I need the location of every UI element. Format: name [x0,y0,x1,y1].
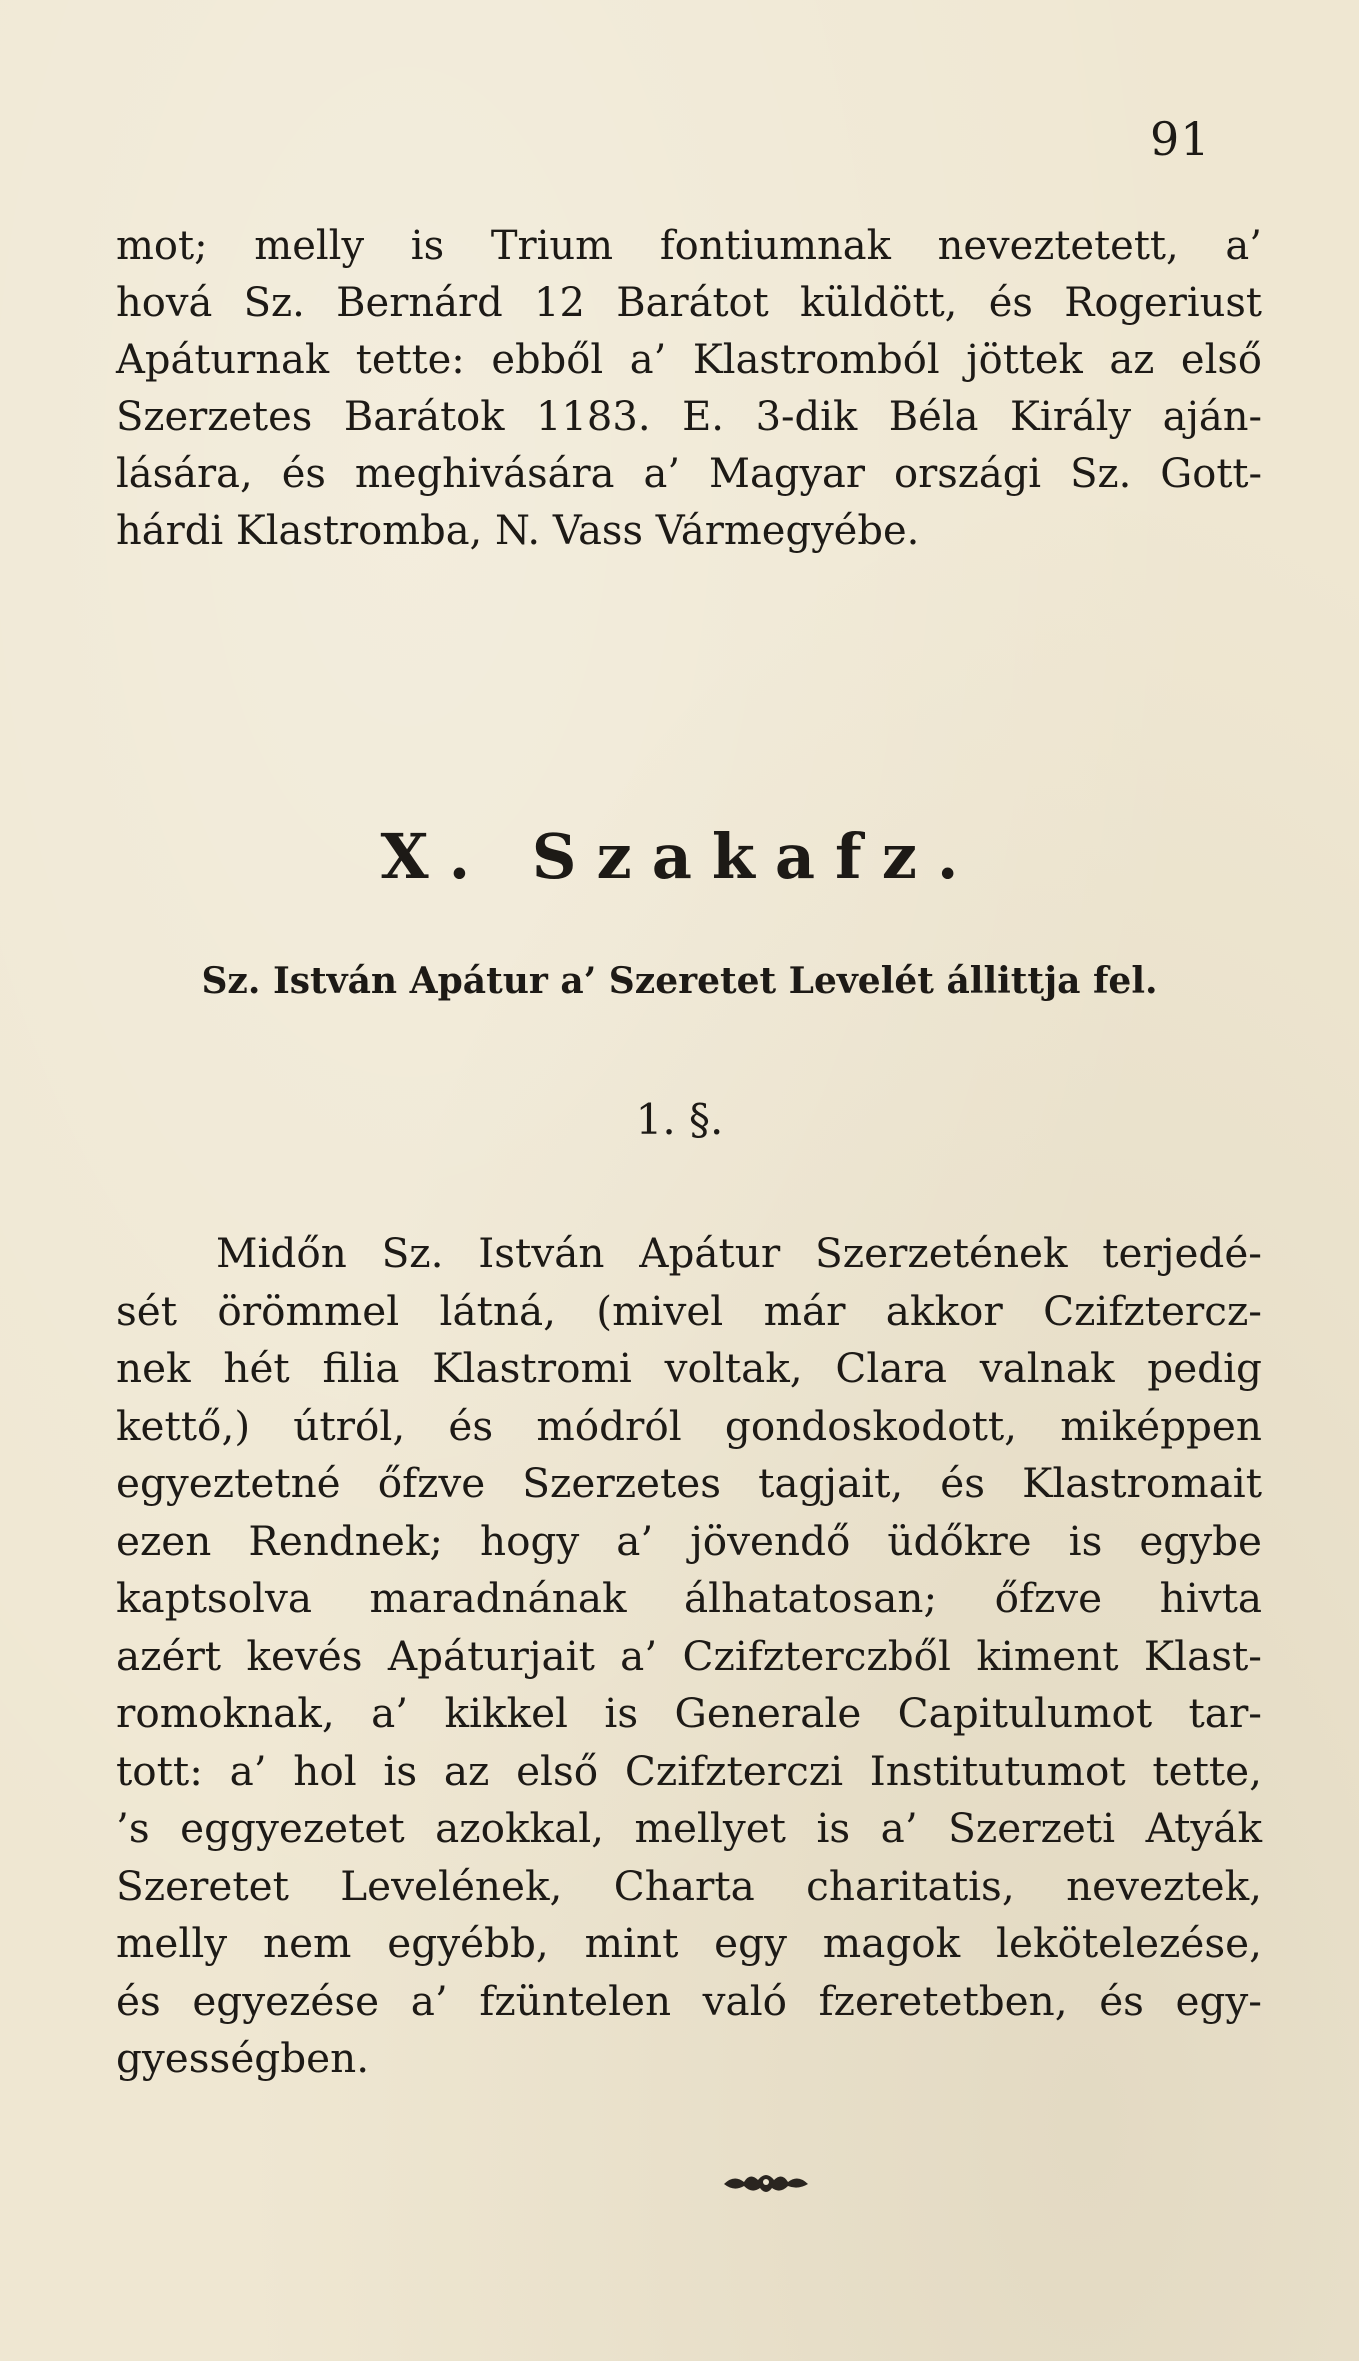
text-line: mot; melly is Trium fontiumnak neveztetett, a’ [116,223,1262,269]
text-line: Apáturnak tette: ebből a’ Klastromból jöttek az első [116,337,1262,383]
text-line: hárdi Klastromba, N. Vass Vármegyébe. [116,508,920,554]
text-line: Szerzetes Barátok 1183. E. 3-dik Béla Király aján- [116,394,1262,440]
text-line: lására, és meghivására a’ Magyar országi Sz. Gott- [116,451,1262,497]
text-line: ezen Rendnek; hogy a’ jövendő üdőkre is egybe [116,1516,1262,1565]
text-line: melly nem egyébb, mint egy magok lekötelezése, [116,1919,1262,1967]
paragraph-continued [116,218,1262,560]
text-line: Midőn Sz. István Apátur Szerzetének terjedé- [216,1229,1262,1277]
text-line: Szeretet Levelének, Charta charitatis, neveztek, [116,1861,1262,1910]
text-line: romoknak, a’ kikkel is Generale Capitulumot tar- [116,1689,1262,1737]
text-line: gyességben. [116,2034,370,2082]
page-number: 91 [1150,112,1211,166]
text-line: hová Sz. Bernárd 12 Barátot küldött, és Rogeriust [116,280,1262,326]
chapter-subtitle: Sz. István Apátur a’ Szeretet Levelét állittja fel. [201,960,1158,1002]
section-number: 1. §. [635,1095,724,1144]
text-line: tott: a’ hol is az első Czifzterczi Institutumot tette, [116,1746,1262,1795]
chapter-heading: X. Szakafz. [380,820,979,893]
text-line: nek hét filia Klastromi voltak, Clara valnak pedig [116,1344,1262,1392]
text-line: sét örömmel látná, (mivel már akkor Czifztercz- [116,1286,1262,1335]
text-line: kettő,) útról, és módról gondoskodott, miképpen [116,1401,1262,1450]
text-line: ’s eggyezetet azokkal, mellyet is a’ Szerzeti Atyák [116,1804,1262,1852]
text-line: kaptsolva maradnának álhatatosan; őfzve hivta [116,1574,1262,1622]
paragraph-section-1 [116,1225,1262,2088]
text-line: és egyezése a’ fzüntelen való fzeretetben, és egy- [116,1976,1262,2025]
text-line: azért kevés Apáturjait a’ Czifzterczből kiment Klast- [116,1631,1262,1680]
text-line: egyeztetné őfzve Szerzetes tagjait, és Klastromait [116,1459,1262,1507]
printer-ornament-icon [720,2166,812,2198]
